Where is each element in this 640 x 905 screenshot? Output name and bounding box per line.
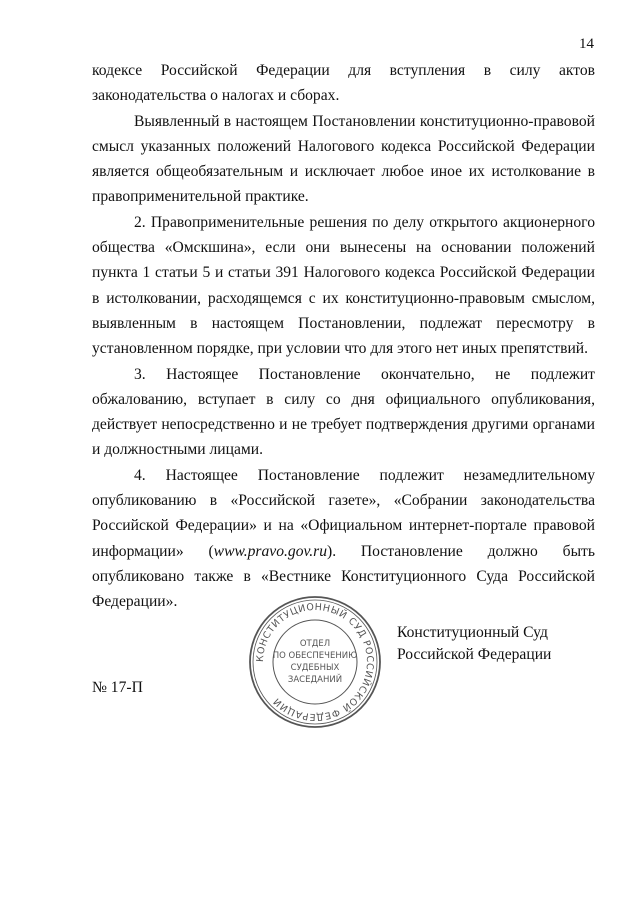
- document-number: № 17-П: [92, 679, 143, 696]
- seal-center-line-3: СУДЕБНЫХ: [290, 663, 340, 673]
- seal-center-line-2: ПО ОБЕСПЕЧЕНИЮ: [272, 651, 358, 661]
- portal-link-text: www.pravo.gov.ru: [213, 542, 328, 560]
- seal-center-line-4: ЗАСЕДАНИЙ: [287, 675, 343, 685]
- page-number: 14: [579, 36, 594, 52]
- signature-line-federation: Российской Федерации: [397, 646, 552, 663]
- paragraph-item-2: 2. Правоприменительные решения по делу открытого акционерного общества «Омскшина», если они вынесены на основании положений пункта 1 статьи 5 и статьи 391 Налогового кодекса Российской Федерации в истолковании, расходящемся с их конституционно-правовым смыслом, выявленным в настоящем Постановлении, подлежат пересмотру в установленном порядке, при условии что для этого нет иных препятствий.: [92, 213, 595, 358]
- document-body: [92, 58, 595, 615]
- seal-ring-text: КОНСТИТУЦИОННЫЙ СУД РОССИЙСКОЙ ФЕДЕРАЦИИ: [254, 601, 376, 723]
- signature-line-court: Конституционный Суд: [397, 624, 548, 641]
- official-seal-stamp: [247, 594, 383, 730]
- seal-graphic: [247, 594, 383, 730]
- paragraph-item-4-text-end: ). Постановление должно быть опубликовано также в «Вестнике Конституционного Суда Российской Федерации».: [92, 542, 595, 611]
- paragraph-interpretation: Выявленный в настоящем Постановлении конституционно-правовой смысл указанных положений Налогового кодекса Российской Федерации является общеобязательным и исключает любое иное их истолкование в правоприменительной практике.: [92, 112, 595, 206]
- paragraph-item-4-text-start: 4. Настоящее Постановление подлежит незамедлительному опубликованию в «Российской газете», «Собрании законодательства Российской Федерации» и на «Официальном интернет-портале правовой информации» (: [92, 466, 595, 560]
- paragraph-continuation: кодексе Российской Федерации для вступления в силу актов законодательства о налогах и сборах.: [92, 62, 595, 105]
- paragraph-item-3: 3. Настоящее Постановление окончательно, не подлежит обжалованию, вступает в силу со дня официального опубликования, действует непосредственно и не требует подтверждения другими органами и должностными лицами.: [92, 365, 595, 459]
- signature-block: [397, 622, 551, 666]
- seal-center-line-1: ОТДЕЛ: [299, 639, 331, 649]
- paragraph-item-4: [92, 463, 595, 615]
